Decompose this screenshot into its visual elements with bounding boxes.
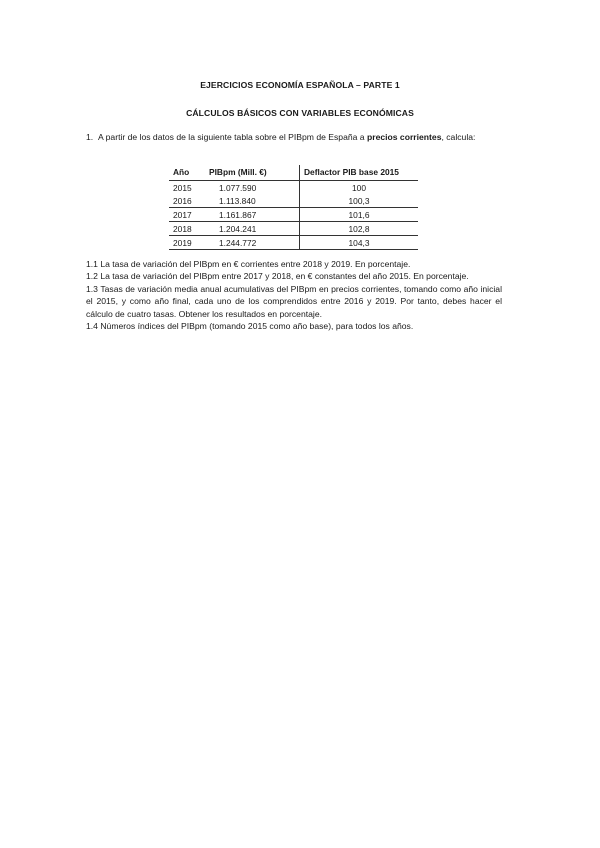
exercise-item-1-3: 1.3 Tasas de variación media anual acumulativas del PIBpm en precios corrientes, tomando como año inicial el 2015, y como año final, cada uno de los comprendidos entre 2016 y 2019. Por tanto, debes hacer el cálculo de cuatro tasas. Obtener los resultados en porcentaje. (86, 283, 502, 319)
exercise-item-1-4: 1.4 Números índices del PIBpm (tomando 2015 como año base), para todos los años. (86, 321, 414, 332)
question-text (98, 131, 503, 143)
cell-year: 2019 (169, 236, 205, 250)
cell-year: 2018 (169, 222, 205, 236)
cell-gdp: 1.161.867 (205, 208, 300, 222)
question-text-before: A partir de los datos de la siguiente tabla sobre el PIBpm de España a (98, 132, 367, 142)
table-row (169, 194, 418, 208)
cell-deflator: 102,8 (300, 222, 419, 236)
document-title: EJERCICIOS ECONOMÍA ESPAÑOLA – PARTE 1 (200, 80, 400, 90)
table-header-row (169, 165, 418, 181)
exercise-item-1-2: 1.2 La tasa de variación del PIBpm entre 2017 y 2018, en € constantes del año 2015. En porcentaje. (86, 271, 469, 282)
cell-gdp: 1.077.590 (205, 181, 300, 195)
cell-gdp: 1.244.772 (205, 236, 300, 250)
exercise-item-1-1: 1.1 La tasa de variación del PIBpm en € corrientes entre 2018 y 2019. En porcentaje. (86, 259, 411, 269)
cell-deflator: 104,3 (300, 236, 419, 250)
header-year: Año (173, 167, 190, 177)
cell-gdp: 1.113.840 (205, 194, 300, 208)
header-gdp: PIBpm (Mill. €) (205, 165, 300, 181)
document-subtitle: CÁLCULOS BÁSICOS CON VARIABLES ECONÓMICAS (186, 108, 414, 118)
table-row (169, 236, 418, 250)
table-row (169, 222, 418, 236)
cell-year: 2015 (169, 181, 205, 195)
exercise-items (86, 258, 502, 332)
cell-deflator: 100,3 (348, 195, 370, 206)
cell-gdp: 1.204.241 (205, 222, 300, 236)
cell-deflator: 101,6 (300, 208, 419, 222)
cell-deflator: 100 (300, 181, 419, 195)
gdp-table (169, 165, 418, 250)
question-text-bold: precios corrientes (366, 132, 442, 142)
cell-year: 2017 (169, 208, 205, 222)
question-number: 1. (86, 132, 94, 142)
table-row (169, 208, 418, 222)
header-deflator: Deflactor PIB base 2015 (304, 167, 399, 177)
cell-year: 2016 (173, 195, 192, 206)
question-text-after: , calcula: (441, 132, 476, 142)
table-row (169, 181, 418, 195)
